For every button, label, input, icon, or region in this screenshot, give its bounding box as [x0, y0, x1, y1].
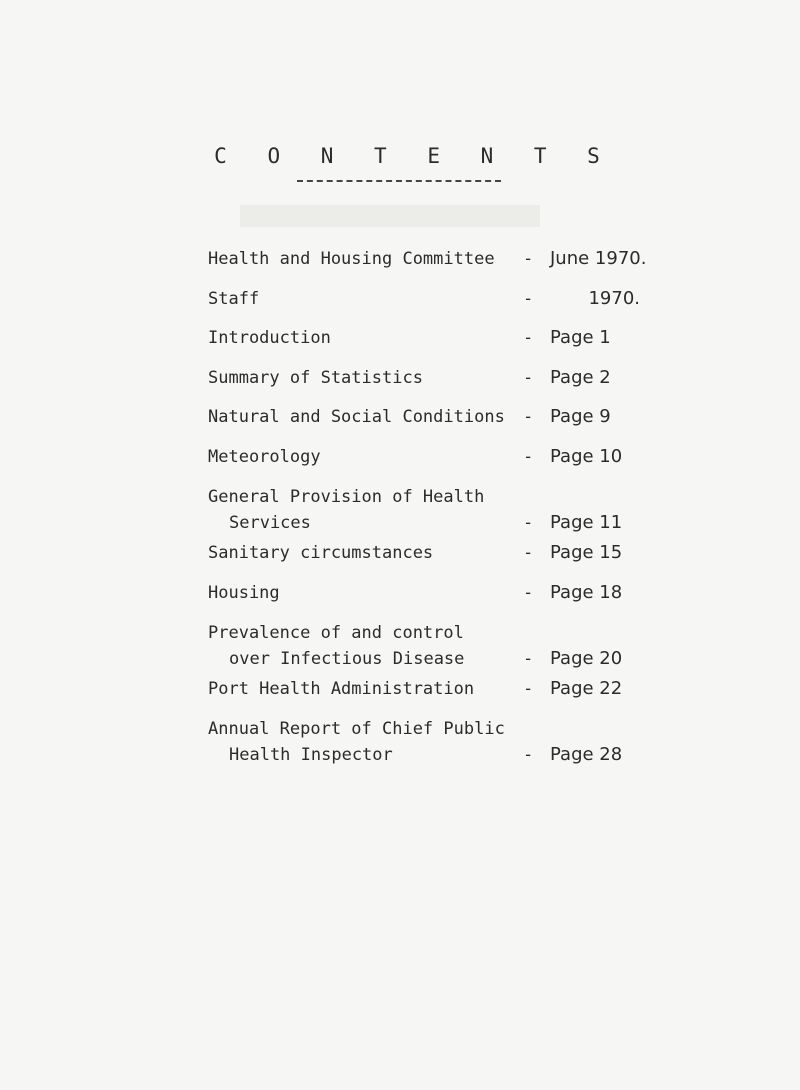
- toc-dash: -: [523, 679, 534, 699]
- toc-ref: June 1970.: [550, 248, 647, 269]
- toc-label: Health and Housing Committee: [208, 249, 495, 269]
- toc-ref: Page 10: [550, 446, 623, 467]
- toc-dash: -: [523, 407, 534, 427]
- toc-label: Natural and Social Conditions: [208, 407, 505, 427]
- toc-label: Introduction: [208, 328, 331, 348]
- toc-dash: -: [523, 513, 534, 533]
- toc-label: Housing: [208, 583, 280, 603]
- toc-ref: Page 11: [550, 512, 623, 533]
- toc-label: Staff: [208, 289, 260, 309]
- title-underline: [297, 180, 501, 182]
- toc-label: Port Health Administration: [208, 679, 475, 699]
- toc-dash: -: [523, 447, 534, 467]
- toc-ref: Page 9: [550, 406, 611, 427]
- toc-dash: -: [523, 249, 534, 269]
- toc-dash: -: [523, 368, 534, 388]
- toc-label: Prevalence of and control over Infectious Disease: [208, 623, 465, 669]
- toc-label: Meteorology: [208, 447, 321, 467]
- toc-label: Annual Report of Chief Public Health Inspector: [208, 719, 505, 765]
- toc-ref: Page 22: [550, 678, 623, 699]
- show-through-shadow: [240, 205, 540, 227]
- toc-dash: -: [523, 745, 534, 765]
- toc-label: Sanitary circumstances: [208, 543, 434, 563]
- toc-ref: Page 2: [550, 367, 611, 388]
- toc-dash: -: [523, 289, 534, 309]
- toc-ref: Page 20: [550, 648, 623, 669]
- toc-dash: -: [523, 328, 534, 348]
- toc-ref: Page 1: [550, 327, 611, 348]
- toc-label: Summary of Statistics: [208, 368, 423, 388]
- toc-ref: Page 28: [550, 744, 623, 765]
- page-title: C O N T E N T S: [214, 144, 614, 168]
- toc-dash: -: [523, 649, 534, 669]
- toc-label: General Provision of Health Services: [208, 487, 485, 533]
- toc-dash: -: [523, 543, 534, 563]
- toc-ref: Page 15: [550, 542, 623, 563]
- toc-dash: -: [523, 583, 534, 603]
- toc-ref: 1970.: [588, 288, 640, 309]
- toc-ref: Page 18: [550, 582, 623, 603]
